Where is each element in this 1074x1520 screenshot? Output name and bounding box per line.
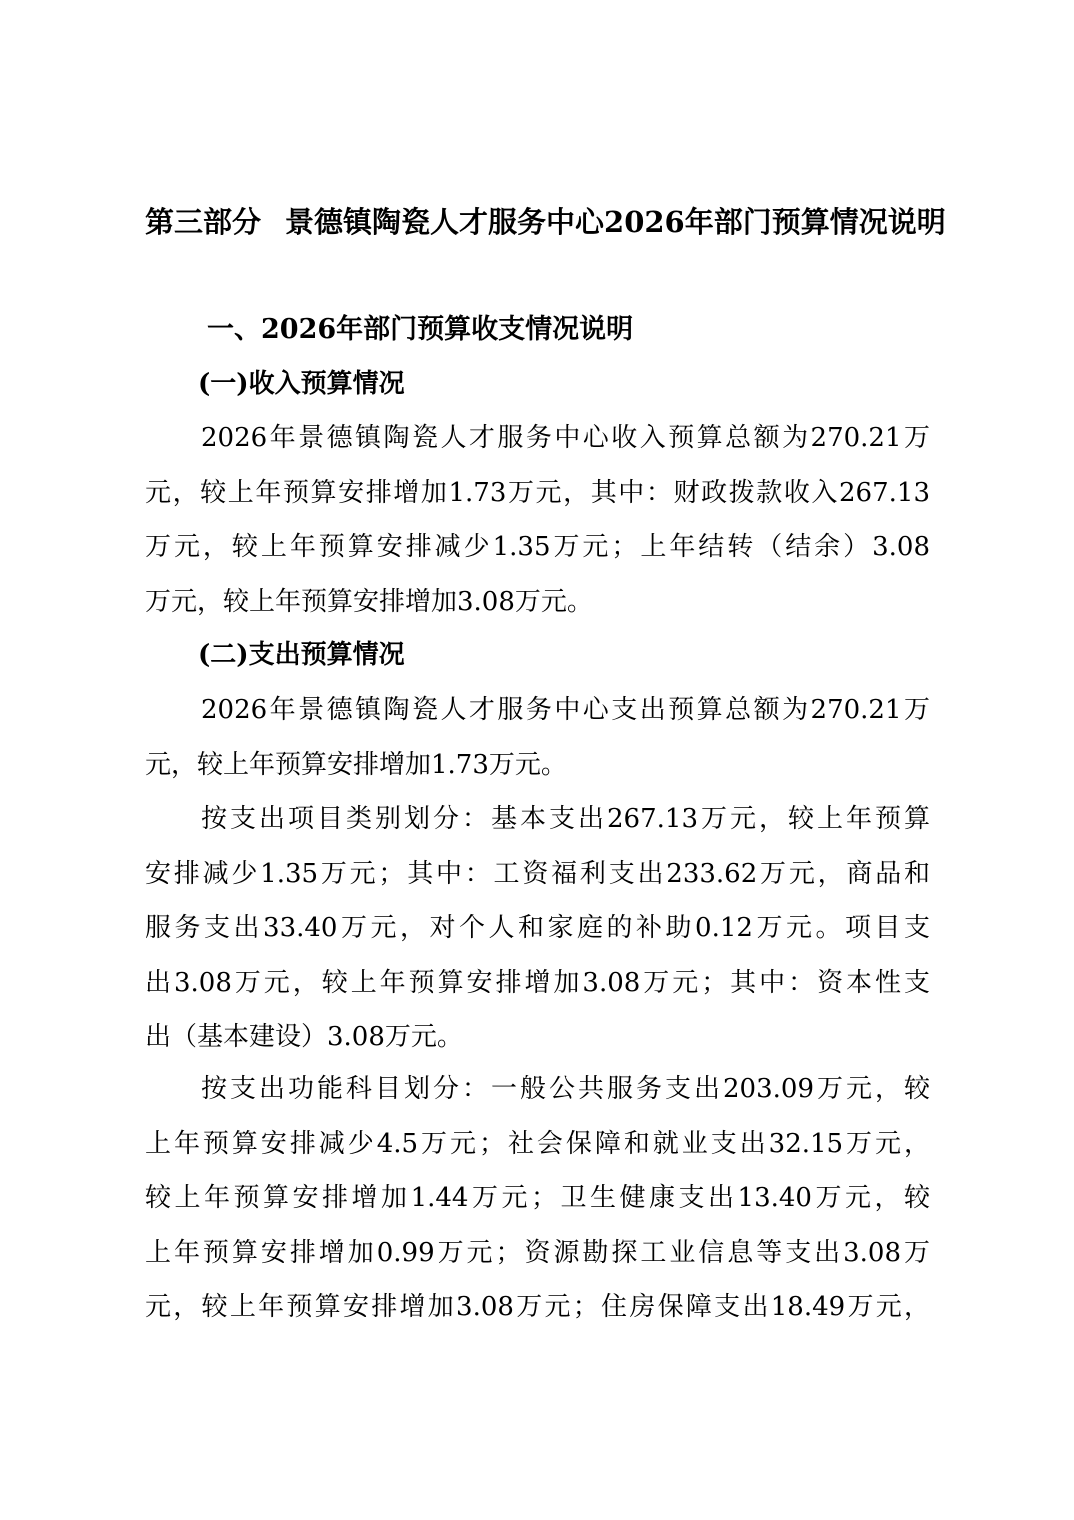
income-budget-heading: (一)收入预算情况 <box>198 369 405 399</box>
expenditure-by-function-paragraph <box>145 1062 930 1335</box>
paragraph-line: 万元，较上年预算安排增加3.08万元。 <box>145 586 593 617</box>
title-name: 景德镇陶瓷人才服务中心2026年部门预算情况说明 <box>285 205 946 239</box>
paragraph-line: 按支出项目类别划分：基本支出267.13万元，较上年预算 <box>201 804 930 834</box>
paragraph-line: 上年预算安排增加0.99万元；资源勘探工业信息等支出3.08万 <box>145 1237 930 1268</box>
paragraph-line: 2026年景德镇陶瓷人才服务中心支出预算总额为270.21万 <box>201 695 930 725</box>
page-title <box>145 196 945 248</box>
expenditure-budget-heading: (二)支出预算情况 <box>198 640 405 670</box>
paragraph-line: 安排减少1.35万元；其中：工资福利支出233.62万元，商品和 <box>145 858 930 889</box>
paragraph-line: 按支出功能科目划分：一般公共服务支出203.09万元，较 <box>201 1074 930 1104</box>
paragraph-line: 2026年景德镇陶瓷人才服务中心收入预算总额为270.21万 <box>201 423 930 453</box>
paragraph-line: 元，较上年预算安排增加1.73万元。 <box>145 749 567 780</box>
paragraph-line: 万元，较上年预算安排减少1.35万元；上年结转（结余）3.08 <box>145 532 930 562</box>
paragraph-line: 出3.08万元，较上年预算安排增加3.08万元；其中：资本性支 <box>145 967 930 998</box>
title-part-label: 第三部分 <box>145 205 262 239</box>
paragraph-line: 较上年预算安排增加1.44万元；卫生健康支出13.40万元，较 <box>145 1183 930 1213</box>
paragraph-line: 出（基本建设）3.08万元。 <box>145 1022 463 1052</box>
paragraph-line: 元，较上年预算安排增加3.08万元；住房保障支出18.49万元， <box>145 1292 930 1322</box>
paragraph-line: 服务支出33.40万元，对个人和家庭的补助0.12万元。项目支 <box>145 913 930 943</box>
paragraph-line: 元，较上年预算安排增加1.73万元，其中：财政拨款收入267.13 <box>145 477 930 508</box>
expenditure-total-paragraph <box>145 683 930 792</box>
section-heading-income-expenditure: 一、2026年部门预算收支情况说明 <box>207 314 634 345</box>
paragraph-line: 上年预算安排减少4.5万元；社会保障和就业支出32.15万元， <box>145 1128 930 1159</box>
expenditure-by-category-paragraph <box>145 792 930 1065</box>
income-budget-paragraph <box>145 411 930 629</box>
